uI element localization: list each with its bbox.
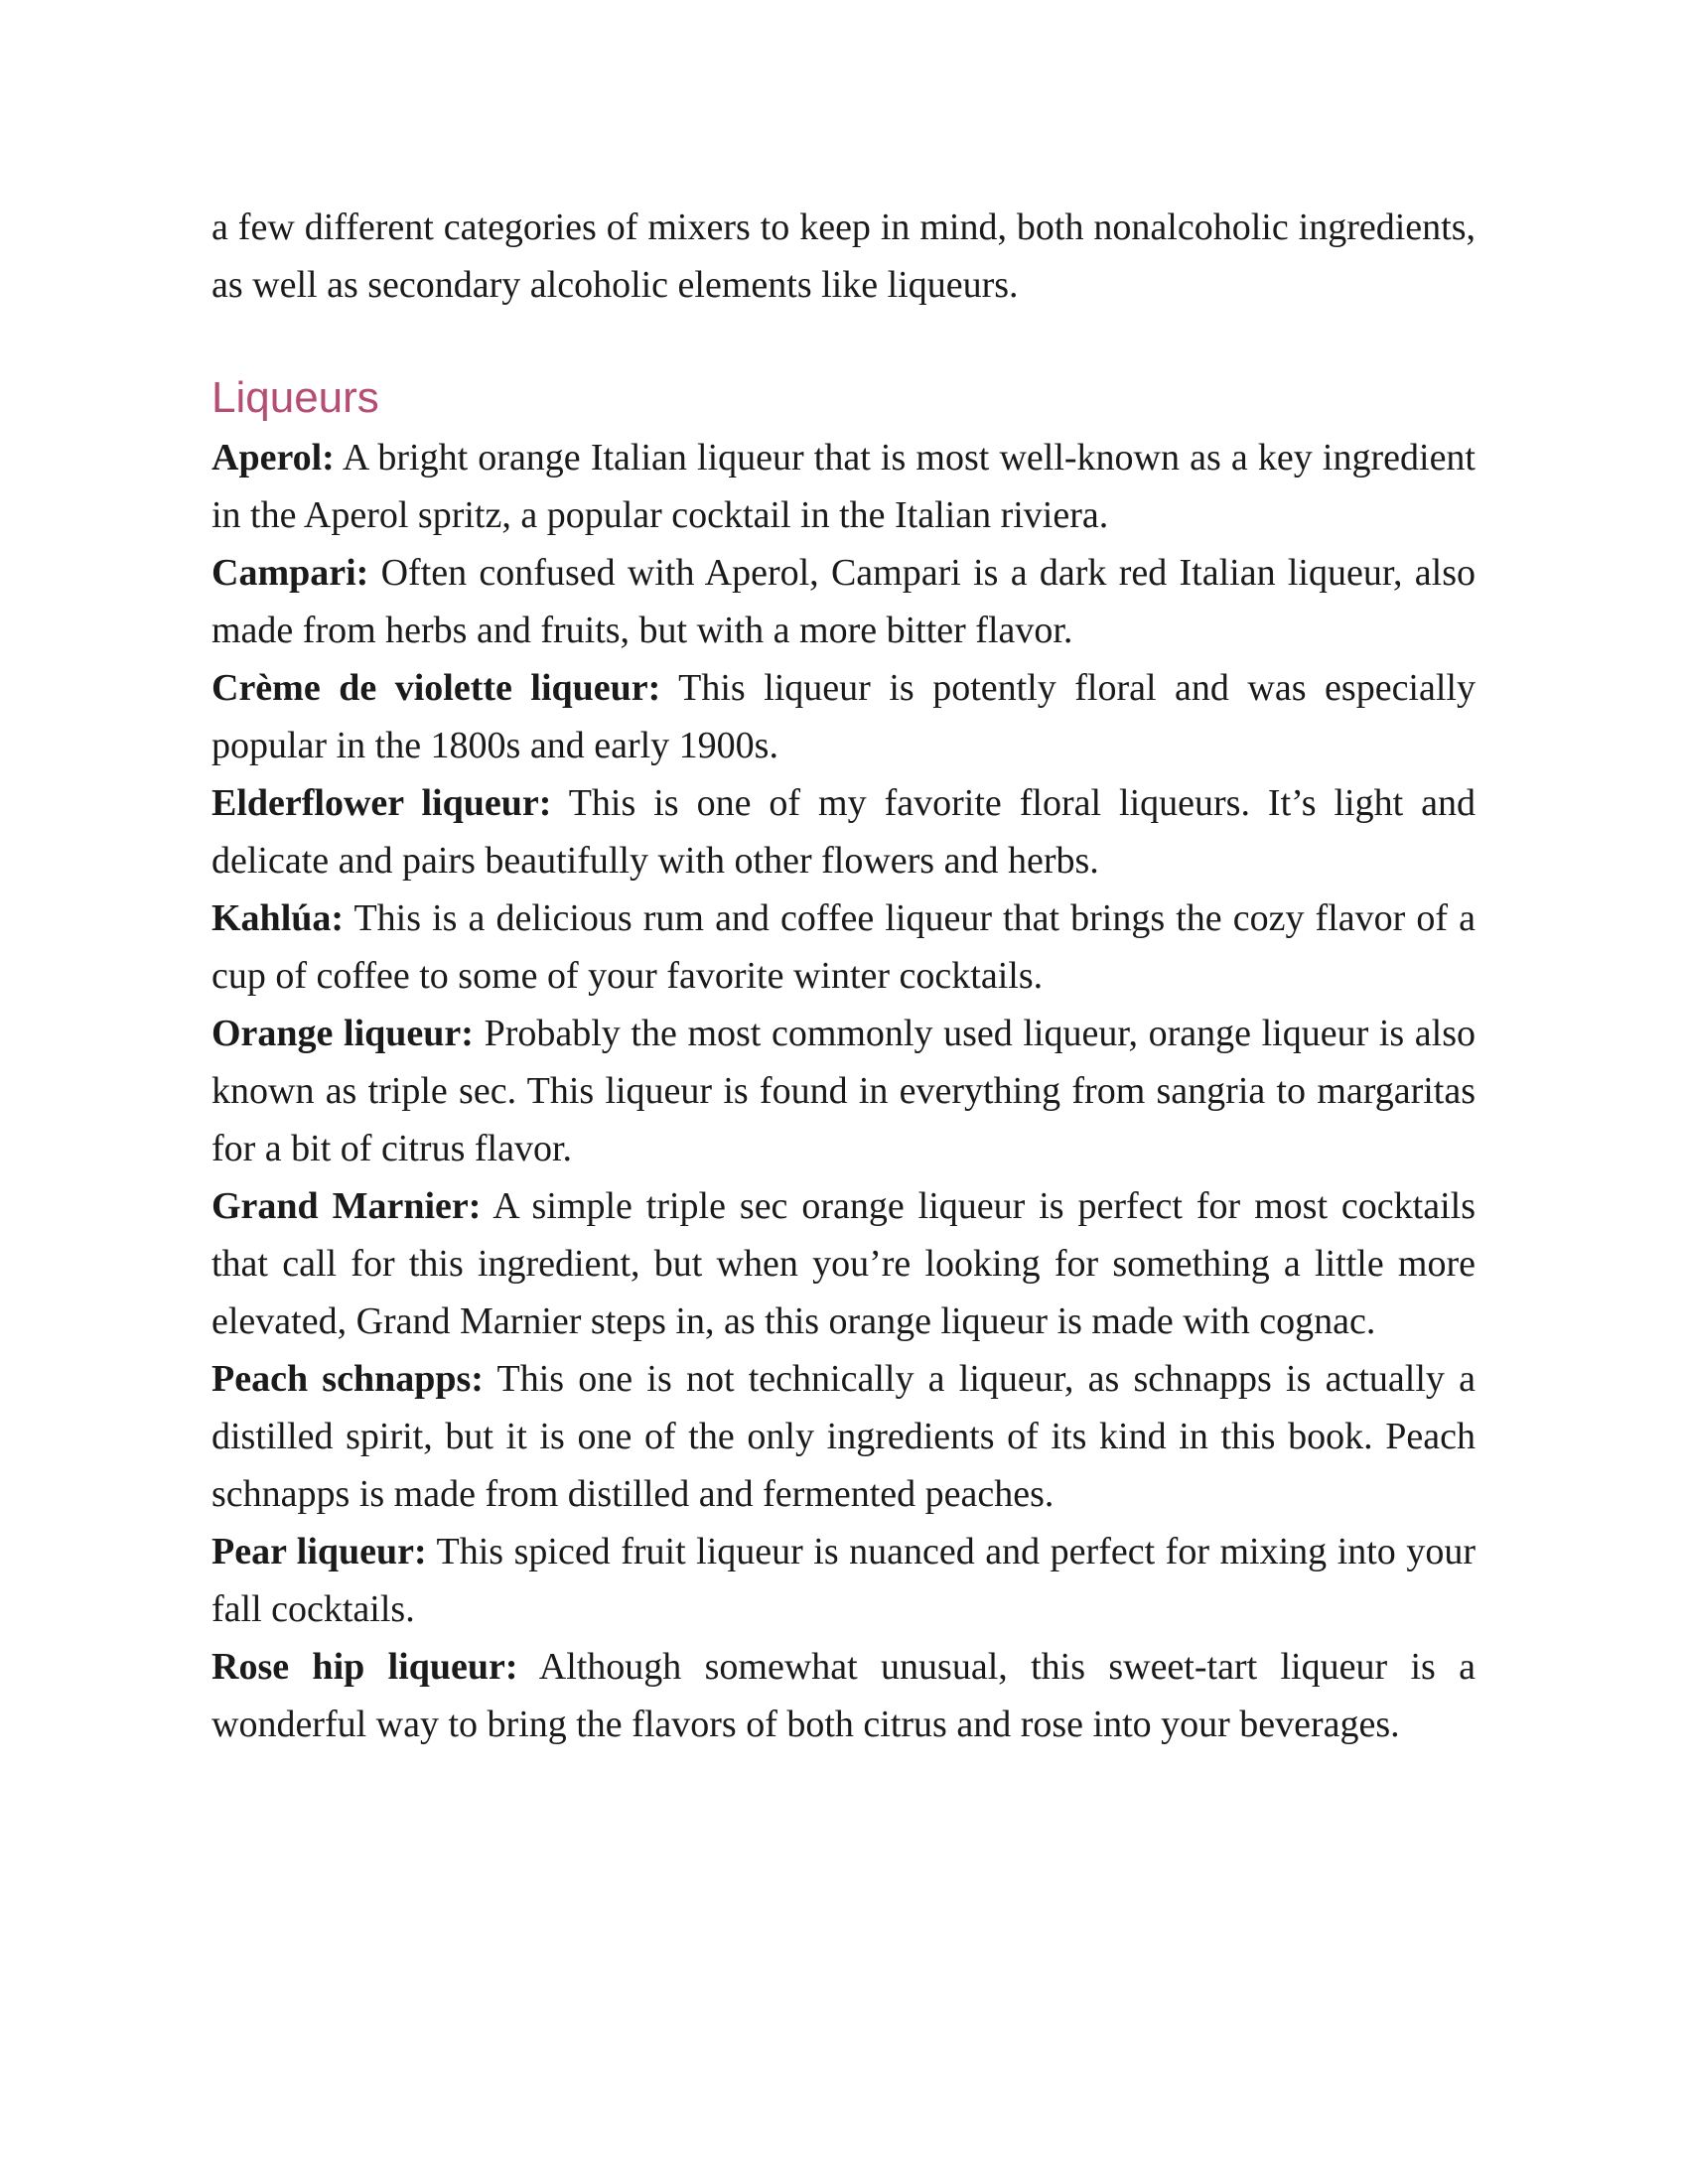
- entry-term: Elderflower liqueur:: [211, 782, 552, 824]
- liqueur-entry-elderflower: [211, 774, 1476, 889]
- liqueur-entry-peach-schnapps: [211, 1350, 1476, 1523]
- entry-description: This liqueur is potently floral and was especially popular in the 1800s and early 1900s.: [211, 667, 1476, 766]
- entry-term: Pear liqueur:: [211, 1531, 427, 1572]
- liqueur-entry-aperol: [211, 429, 1476, 544]
- liqueur-entry-orange: [211, 1005, 1476, 1177]
- section-heading: Liqueurs: [211, 373, 379, 422]
- liqueur-entry-creme-de-violette: [211, 659, 1476, 774]
- page-content: [211, 199, 1476, 1753]
- entry-description: This is one of my favorite floral liqueurs. It’s light and delicate and pairs beautifully with other flowers and herbs.: [211, 782, 1477, 882]
- entry-term: Rose hip liqueur:: [211, 1646, 518, 1688]
- entry-term: Aperol:: [211, 437, 335, 478]
- intro-paragraph: a few different categories of mixers to keep in mind, both nonalcoholic ingredients, as well as secondary alcoholic elements like liqueurs.: [211, 206, 1476, 306]
- liqueur-list: [211, 429, 1476, 1753]
- entry-term: Grand Marnier:: [211, 1185, 482, 1227]
- entry-description: This spiced fruit liqueur is nuanced and perfect for mixing into your fall cocktails.: [211, 1531, 1476, 1630]
- entry-term: Peach schnapps:: [211, 1358, 484, 1400]
- entry-term: Campari:: [211, 552, 369, 594]
- liqueur-entry-pear: [211, 1523, 1476, 1638]
- entry-term: Crème de violette liqueur:: [211, 667, 661, 709]
- entry-description: This is a delicious rum and coffee liqueur that brings the cozy flavor of a cup of coffee to some of your favorite winter cocktails.: [211, 897, 1476, 997]
- entry-description: Although somewhat unusual, this sweet-tart liqueur is a wonderful way to bring the flavors of both citrus and rose into your beverages.: [211, 1646, 1476, 1745]
- liqueur-entry-rose-hip: [211, 1638, 1476, 1753]
- liqueur-entry-grand-marnier: [211, 1177, 1476, 1350]
- entry-description: Often confused with Aperol, Campari is a dark red Italian liqueur, also made from herbs and fruits, but with a more bitter flavor.: [211, 552, 1476, 651]
- entry-term: Orange liqueur:: [211, 1013, 474, 1054]
- entry-description: Probably the most commonly used liqueur, orange liqueur is also known as triple sec. This liqueur is found in everything from sangria to margaritas for a bit of citrus flavor.: [211, 1013, 1477, 1169]
- entry-description: A simple triple sec orange liqueur is perfect for most cocktails that call for this ingredient, but when you’re looking for something a little more elevated, Grand Marnier steps in, as this orange liqueur is made with cognac.: [211, 1185, 1476, 1342]
- liqueur-entry-campari: [211, 544, 1476, 659]
- entry-description: This one is not technically a liqueur, as schnapps is actually a distilled spirit, but it is one of the only ingredients of its kind in this book. Peach schnapps is made from distilled and fermented peaches.: [211, 1358, 1476, 1515]
- liqueur-entry-kahlua: [211, 889, 1476, 1005]
- entry-term: Kahlúa:: [211, 897, 345, 939]
- entry-description: A bright orange Italian liqueur that is most well-known as a key ingredient in the Aperol spritz, a popular cocktail in the Italian riviera.: [211, 437, 1476, 536]
